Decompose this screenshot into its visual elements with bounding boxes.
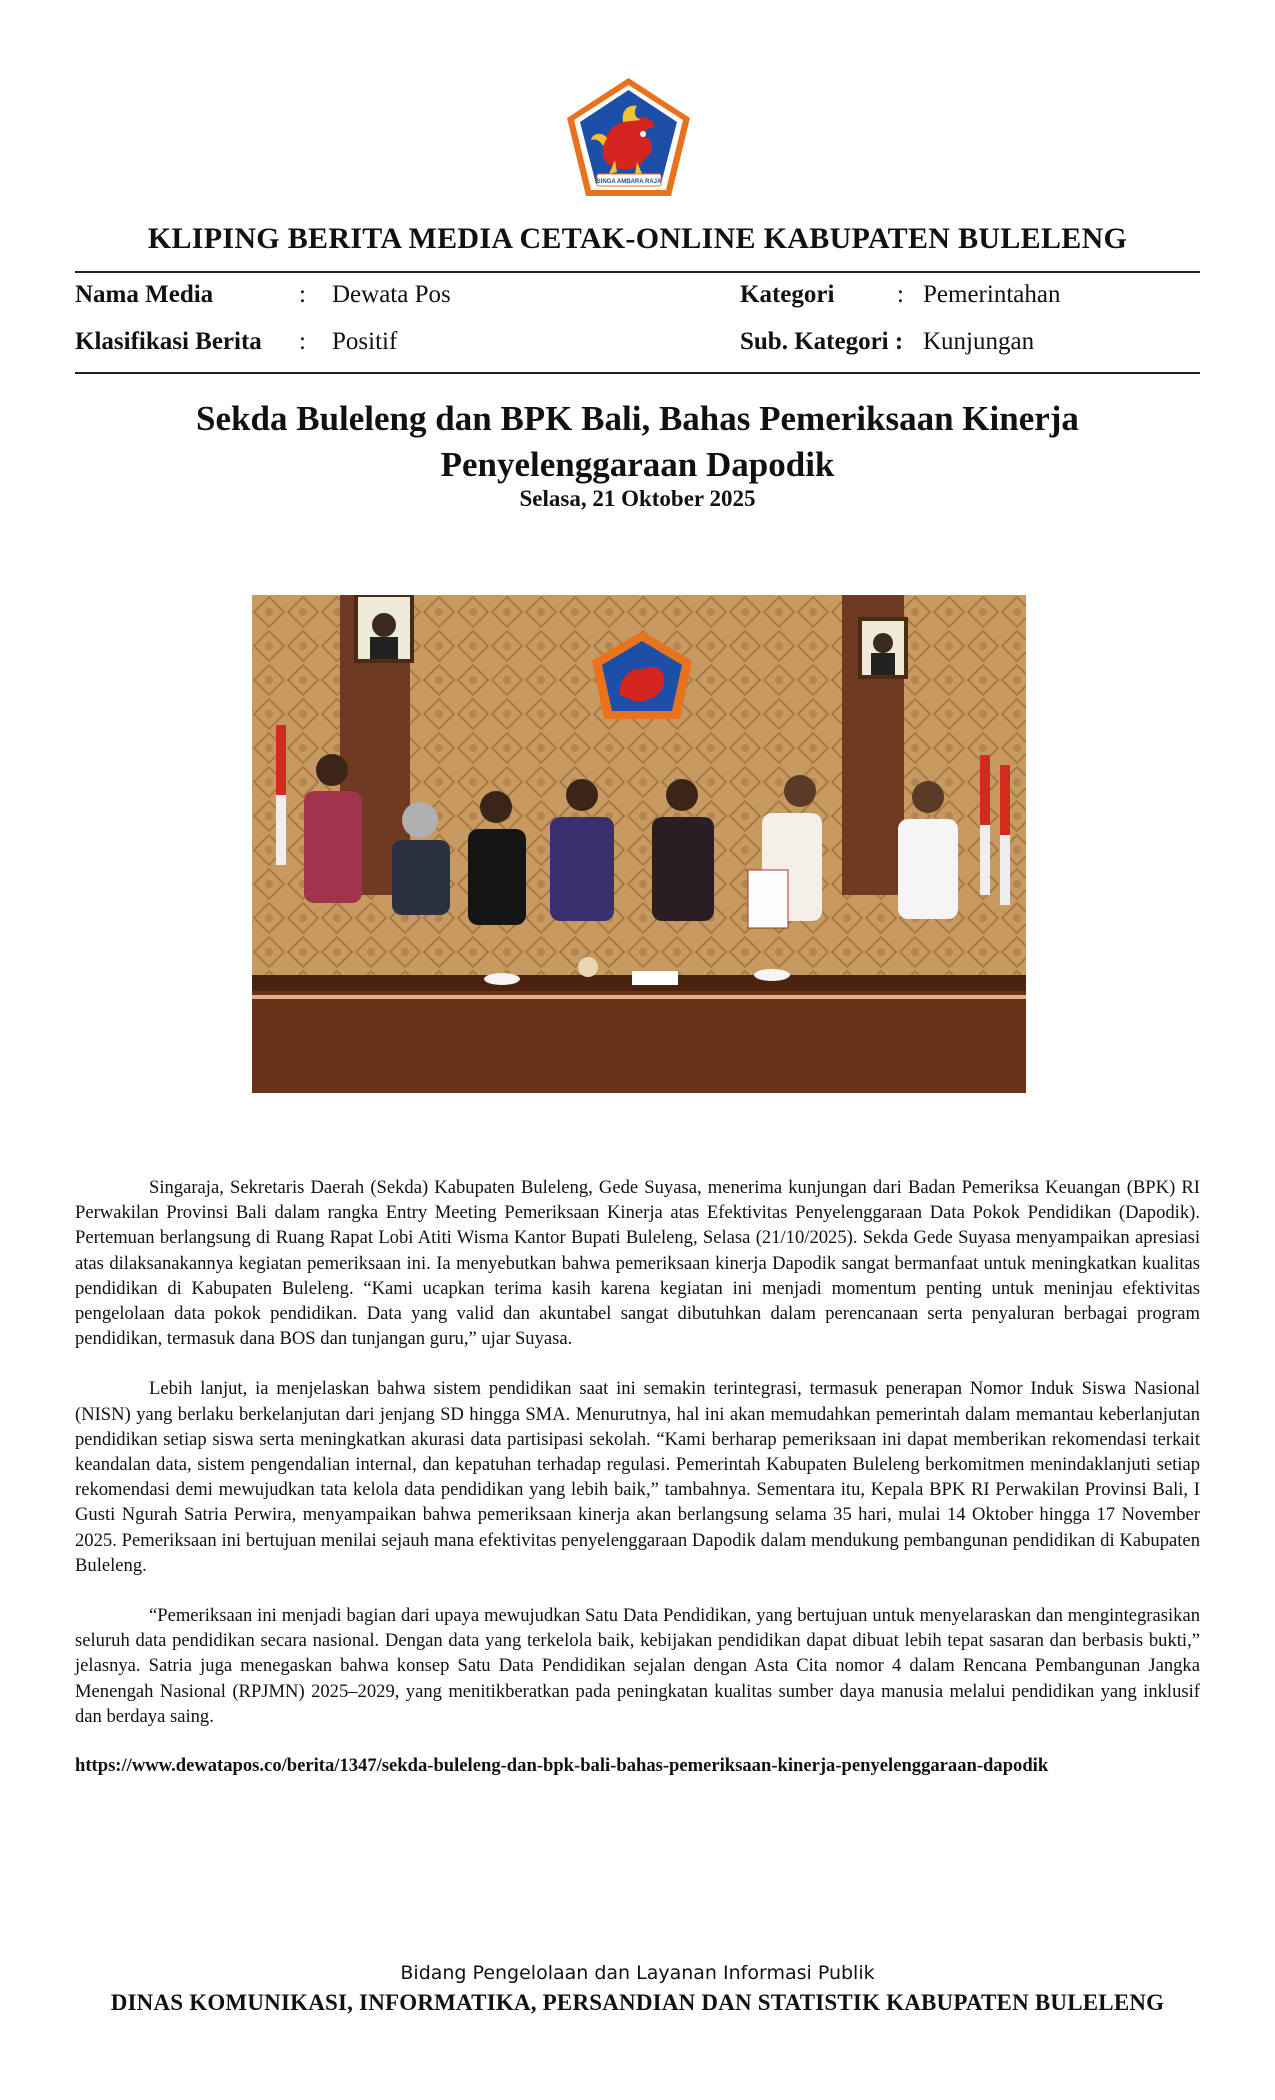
article-paragraph: Singaraja, Sekretaris Daerah (Sekda) Kabupaten Buleleng, Gede Suyasa, menerima kunjungan dari Badan Pemeriksa Keuangan (BPK) RI Perwakilan Provinsi Bali dalam rangka Entry Meeting Pemeriksaan Kinerja atas Efektivitas Penyelenggaraan Data Pokok Pendidikan (Dapodik). Pertemuan berlangsung di Ruang Rapat Lobi Atiti Wisma Kantor Bupati Buleleng, Selasa (21/10/2025). Sekda Gede Suyasa menyampaikan apresiasi atas dilaksanakannya kegiatan pemeriksaan ini. Ia menyebutkan bahwa pemeriksaan kinerja Dapodik sangat bermanfaat untuk meningkatkan kualitas pendidikan di Kabupaten Buleleng. “Kami ucapkan terima kasih karena kegiatan ini menjadi momentum penting untuk meninjau efektivitas pengelolaan data pokok pendidikan. Data yang valid dan akuntabel sangat dibutuhkan dalam perencanaan serta penyaluran berbagai program pendidikan, termasuk dana BOS dan tunjangan guru,” ujar Suyasa. bbox=[75, 1177, 1200, 1350]
media-value: Dewata Pos bbox=[332, 281, 451, 308]
klasifikasi-separator: : bbox=[299, 328, 306, 355]
subkategori-label: Sub. Kategori : bbox=[740, 328, 904, 355]
article-headline bbox=[0, 396, 1275, 488]
logo-motto: SINGA AMBARA RAJA bbox=[596, 179, 662, 185]
media-label: Nama Media bbox=[75, 281, 214, 308]
article-body bbox=[75, 1175, 1200, 1754]
footer-agency: DINAS KOMUNIKASI, INFORMATIKA, PERSANDIAN DAN STATISTIK KABUPATEN BULELENG bbox=[110, 1990, 1165, 2015]
article-paragraph: Lebih lanjut, ia menjelaskan bahwa sistem pendidikan saat ini semakin terintegrasi, termasuk penerapan Nomor Induk Siswa Nasional (NISN) yang berlaku berkelanjutan dari jenjang SD hingga SMA. Menurutnya, hal ini akan memudahkan pemerintah dalam memantau keberlanjutan pendidikan setiap siswa serta meningkatkan akurasi data partisipasi sekolah. “Kami berharap pemeriksaan ini dapat memberikan rekomendasi terkait keandalan data, sistem pengendalian internal, dan kepatuhan terhadap regulasi. Pemerintah Kabupaten Buleleng berkomitmen menindaklanjuti setiap rekomendasi demi mewujudkan tata kelola data pendidikan yang lebih baik,” tambahnya. Sementara itu, Kepala BPK RI Perwakilan Provinsi Bali, I Gusti Ngurah Satria Perwira, menyampaikan bahwa pemeriksaan kinerja akan berlangsung selama 35 hari, mulai 14 Oktober hingga 17 November 2025. Pemeriksaan ini bertujuan menilai sejauh mana efektivitas penyelenggaraan Dapodik dalam mendukung pembangunan pendidikan di Kabupaten Buleleng. bbox=[75, 1378, 1200, 1576]
page-title: KLIPING BERITA MEDIA CETAK-ONLINE KABUPATEN BULELENG bbox=[147, 222, 1128, 255]
footer-department: Bidang Pengelolaan dan Layanan Informasi Publik bbox=[400, 1962, 875, 1984]
headline-line-2: Penyelenggaraan Dapodik bbox=[440, 445, 835, 484]
klasifikasi-value: Positif bbox=[332, 328, 398, 355]
divider bbox=[75, 271, 1200, 273]
article-date: Selasa, 21 Oktober 2025 bbox=[519, 486, 756, 511]
divider bbox=[75, 372, 1200, 374]
subkategori-value: Kunjungan bbox=[923, 328, 1035, 355]
buleleng-emblem-logo bbox=[563, 76, 694, 199]
kategori-label: Kategori bbox=[740, 281, 835, 308]
source-url-link[interactable]: https://www.dewatapos.co/berita/1347/sekda-buleleng-dan-bpk-bali-bahas-pemeriksaan-kinerja-penyelenggaraan-dapodik bbox=[75, 1755, 1049, 1776]
kategori-separator: : bbox=[897, 281, 904, 308]
media-separator: : bbox=[299, 281, 306, 308]
article-photo bbox=[252, 595, 1026, 1093]
article-paragraph: “Pemeriksaan ini menjadi bagian dari upaya mewujudkan Satu Data Pendidikan, yang bertujuan untuk menyelaraskan dan mengintegrasikan seluruh data pendidikan secara nasional. Dengan data yang terkelola baik, kebijakan pendidikan dapat dibuat lebih tepat sasaran dan berbasis bukti,” jelasnya. Satria juga menegaskan bahwa konsep Satu Data Pendidikan sejalan dengan Asta Cita nomor 4 dalam Rencana Pembangunan Jangka Menengah Nasional (RPJMN) 2025–2029, yang menitikberatkan pada peningkatan kualitas sumber daya manusia melalui pendidikan yang inklusif dan berdaya saing. bbox=[75, 1605, 1200, 1727]
headline-line-1: Sekda Buleleng dan BPK Bali, Bahas Pemeriksaan Kinerja bbox=[196, 399, 1079, 438]
klasifikasi-label: Klasifikasi Berita bbox=[75, 328, 262, 355]
kategori-value: Pemerintahan bbox=[923, 281, 1061, 308]
